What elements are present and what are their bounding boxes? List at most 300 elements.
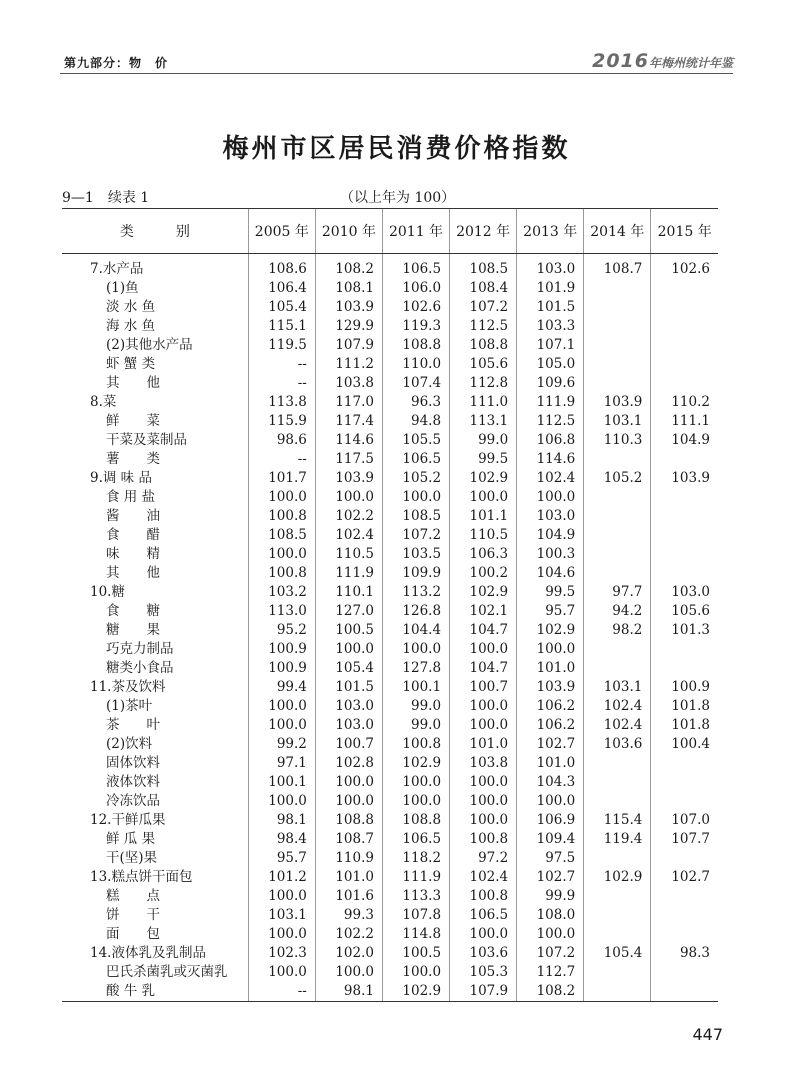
value-cell: 102.8 [315,754,382,773]
table-row [62,450,718,469]
value-cell: 111.9 [315,564,382,583]
value-cell: 100.8 [382,735,449,754]
value-cell: 108.8 [315,811,382,830]
value-cell: 100.7 [315,735,382,754]
value-cell: 110.5 [315,545,382,564]
category-cell: 海 水 鱼 [106,318,156,334]
table-row [62,564,718,583]
value-cell: 104.9 [517,526,584,545]
value-cell: 119.3 [382,317,449,336]
value-cell: 115.4 [584,811,651,830]
value-cell: 113.3 [382,887,449,906]
value-cell: 102.3 [248,944,315,963]
table-row [62,355,718,374]
value-cell: 108.8 [450,336,517,355]
value-cell: 107.7 [651,830,718,849]
value-cell: 117.5 [315,450,382,469]
value-cell: 100.8 [450,887,517,906]
value-cell [584,925,651,944]
value-cell: 97.2 [450,849,517,868]
category-cell: 巴氏杀菌乳或灭菌乳 [106,964,228,980]
value-cell: 100.5 [315,621,382,640]
value-cell: 100.0 [517,792,584,811]
value-cell: 104.3 [517,773,584,792]
value-cell: 100.0 [248,963,315,982]
base-note: （以上年为 100） [340,190,456,206]
value-cell: 100.0 [450,716,517,735]
category-cell: 9.调 味 品 [90,470,152,486]
value-cell: 101.2 [248,868,315,887]
yearbook-year: 2016 [592,50,649,72]
value-cell: 100.0 [248,488,315,507]
value-cell: 107.8 [382,906,449,925]
value-cell: 105.0 [517,355,584,374]
table-row [62,773,718,792]
value-cell: 100.2 [450,564,517,583]
value-cell [651,450,718,469]
table-row [62,849,718,868]
value-cell: 107.2 [517,944,584,963]
value-cell: 100.0 [517,640,584,659]
value-cell [651,488,718,507]
value-cell: 98.6 [248,431,315,450]
value-cell: 115.1 [248,317,315,336]
value-cell: 108.6 [248,254,315,280]
value-cell: 108.5 [450,254,517,280]
value-cell: 105.4 [584,944,651,963]
table-row [62,735,718,754]
value-cell: 100.0 [382,773,449,792]
value-cell [651,317,718,336]
value-cell: 100.7 [450,678,517,697]
value-cell [651,526,718,545]
table-row [62,659,718,678]
table-row [62,811,718,830]
value-cell: 105.3 [450,963,517,982]
table-id: 9—1 续表 1 [62,190,150,206]
category-cell: 11.茶及饮料 [90,679,166,695]
category-cell: 糖类小食品 [106,660,174,676]
value-cell: 100.0 [315,773,382,792]
category-cell: 7.水产品 [90,261,144,277]
value-cell: 100.0 [450,640,517,659]
value-cell: 102.9 [450,583,517,602]
value-cell: 101.3 [651,621,718,640]
value-cell: 112.7 [517,963,584,982]
category-cell: (1)茶叶 [106,698,153,714]
value-cell: 102.9 [450,469,517,488]
table-row [62,279,718,298]
table-row [62,336,718,355]
value-cell: 117.4 [315,412,382,431]
value-cell: -- [248,982,315,1002]
table-header-row [62,209,718,254]
value-cell: 107.4 [382,374,449,393]
value-cell: 108.0 [517,906,584,925]
value-cell: 101.9 [517,279,584,298]
table-row [62,602,718,621]
value-cell [584,279,651,298]
value-cell: 101.1 [450,507,517,526]
value-cell: 103.1 [584,412,651,431]
value-cell: 115.9 [248,412,315,431]
table-row [62,254,718,280]
value-cell: 106.5 [382,254,449,280]
value-cell: 97.7 [584,583,651,602]
value-cell: 111.9 [517,393,584,412]
value-cell: 99.9 [517,887,584,906]
table-row [62,792,718,811]
value-cell: 103.0 [315,697,382,716]
value-cell: 103.8 [450,754,517,773]
column-header-2011: 2011 年 [382,209,449,254]
value-cell: 101.8 [651,716,718,735]
category-cell: 糖 果 [106,622,160,638]
category-cell: 液体饮料 [106,774,160,790]
value-cell: 102.9 [382,982,449,1002]
value-cell: 100.0 [450,792,517,811]
value-cell: 95.7 [248,849,315,868]
value-cell: 107.2 [450,298,517,317]
value-cell: 108.5 [382,507,449,526]
value-cell: 112.8 [450,374,517,393]
value-cell: -- [248,450,315,469]
table-row [62,906,718,925]
category-cell: (1)鱼 [106,280,139,296]
value-cell: 101.5 [315,678,382,697]
value-cell [584,640,651,659]
table-row [62,678,718,697]
value-cell: 100.0 [315,488,382,507]
value-cell: 114.6 [517,450,584,469]
value-cell: 104.7 [450,621,517,640]
category-cell: 食 糖 [106,603,160,619]
value-cell: 103.5 [382,545,449,564]
value-cell [584,507,651,526]
value-cell: 104.6 [517,564,584,583]
category-cell: 其 他 [106,565,160,581]
category-cell: (2)饮料 [106,736,153,752]
value-cell [651,963,718,982]
category-cell: 茶 叶 [106,717,160,733]
value-cell: 108.5 [248,526,315,545]
value-cell [584,963,651,982]
value-cell [651,906,718,925]
value-cell: 118.2 [382,849,449,868]
category-cell: (2)其他水产品 [106,337,193,353]
category-cell: 酸 牛 乳 [62,982,248,1002]
value-cell: 105.2 [382,469,449,488]
value-cell: 101.6 [315,887,382,906]
table-row [62,830,718,849]
value-cell [584,450,651,469]
value-cell: 108.7 [584,254,651,280]
value-cell: 110.5 [450,526,517,545]
value-cell: 104.9 [651,431,718,450]
value-cell: 99.5 [517,583,584,602]
category-cell: 干(坚)果 [106,850,158,866]
category-cell: 味 精 [106,546,160,562]
value-cell: 100.0 [315,792,382,811]
column-header-2005: 2005 年 [248,209,315,254]
category-cell: 面 包 [106,926,160,942]
value-cell: 102.9 [584,868,651,887]
value-cell: 106.4 [248,279,315,298]
value-cell: 105.4 [248,298,315,317]
value-cell: 109.9 [382,564,449,583]
value-cell: 100.8 [248,507,315,526]
page-header [60,50,733,72]
value-cell: 127.0 [315,602,382,621]
value-cell: 100.8 [450,830,517,849]
value-cell: 105.6 [651,602,718,621]
value-cell: 100.1 [248,773,315,792]
value-cell: 106.2 [517,697,584,716]
value-cell: 98.4 [248,830,315,849]
table-row [62,640,718,659]
value-cell [651,982,718,1002]
value-cell: 103.0 [315,716,382,735]
value-cell: 103.0 [517,507,584,526]
value-cell: 106.5 [382,830,449,849]
value-cell: 103.9 [315,469,382,488]
value-cell: 106.3 [450,545,517,564]
value-cell: 108.7 [315,830,382,849]
value-cell: 107.0 [651,811,718,830]
category-cell: 酱 油 [106,508,160,524]
category-cell: 食 醋 [106,527,160,543]
value-cell: 112.5 [450,317,517,336]
column-header-category: 类 别 [62,209,248,254]
value-cell [651,925,718,944]
page-number: 447 [692,1025,723,1044]
value-cell [651,355,718,374]
value-cell: 111.0 [450,393,517,412]
value-cell [651,564,718,583]
value-cell: 108.1 [315,279,382,298]
value-cell: 94.8 [382,412,449,431]
value-cell [584,906,651,925]
value-cell: 111.1 [651,412,718,431]
category-cell: 鲜 瓜 果 [106,831,156,847]
value-cell: 100.0 [382,488,449,507]
value-cell: 103.9 [517,678,584,697]
value-cell: 109.4 [517,830,584,849]
section-label: 第九部分：物 价 [64,56,169,70]
category-cell: 其 他 [106,375,160,391]
category-cell: 食 用 盐 [106,489,156,505]
value-cell: 102.1 [450,602,517,621]
value-cell: 111.2 [315,355,382,374]
value-cell: 94.2 [584,602,651,621]
value-cell: 102.4 [517,469,584,488]
value-cell [651,336,718,355]
value-cell: 100.0 [248,925,315,944]
value-cell: 113.1 [450,412,517,431]
value-cell: 98.3 [651,944,718,963]
value-cell [651,659,718,678]
value-cell: 108.8 [382,336,449,355]
value-cell: 104.7 [450,659,517,678]
table-row [62,887,718,906]
column-header-2015: 2015 年 [651,209,718,254]
category-cell: 冷冻饮品 [106,793,160,809]
value-cell: 110.2 [651,393,718,412]
value-cell: 95.2 [248,621,315,640]
value-cell: 99.0 [450,431,517,450]
value-cell: 103.1 [584,678,651,697]
value-cell: 100.0 [382,640,449,659]
value-cell: 107.2 [382,526,449,545]
value-cell: 100.3 [517,545,584,564]
value-cell: 106.8 [517,431,584,450]
value-cell: 101.0 [517,754,584,773]
table-row [62,507,718,526]
value-cell: 126.8 [382,602,449,621]
value-cell: 106.0 [382,279,449,298]
value-cell: 100.0 [248,792,315,811]
value-cell: -- [248,355,315,374]
yearbook-name: 年梅州统计年鉴 [648,56,733,70]
value-cell: 103.3 [517,317,584,336]
value-cell: 113.2 [382,583,449,602]
value-cell: 98.1 [248,811,315,830]
category-cell: 薯 类 [106,451,160,467]
value-cell: 108.2 [517,982,584,1002]
value-cell [651,298,718,317]
value-cell: 110.3 [584,431,651,450]
value-cell: 101.0 [517,659,584,678]
table-row [62,412,718,431]
category-cell: 14.液体乳及乳制品 [90,945,206,961]
table-row [62,431,718,450]
value-cell: 104.4 [382,621,449,640]
value-cell: 99.2 [248,735,315,754]
value-cell: 106.5 [382,450,449,469]
value-cell: 103.0 [651,583,718,602]
value-cell: 100.0 [450,925,517,944]
value-cell: 108.8 [382,811,449,830]
value-cell: 100.0 [517,925,584,944]
value-cell: 100.1 [382,678,449,697]
value-cell: 99.5 [450,450,517,469]
value-cell: 102.9 [517,621,584,640]
value-cell [651,374,718,393]
value-cell [584,374,651,393]
value-cell: 110.1 [315,583,382,602]
value-cell: 119.4 [584,830,651,849]
value-cell: 100.0 [450,488,517,507]
value-cell: 102.4 [584,697,651,716]
category-cell: 巧克力制品 [106,641,174,657]
value-cell [584,792,651,811]
value-cell: 107.9 [315,336,382,355]
value-cell: 100.0 [517,488,584,507]
table-row [62,754,718,773]
value-cell: 97.1 [248,754,315,773]
value-cell: 95.7 [517,602,584,621]
value-cell: 99.3 [315,906,382,925]
value-cell [584,488,651,507]
value-cell: 99.0 [382,697,449,716]
category-cell: 10.糖 [90,584,125,600]
value-cell: 102.0 [315,944,382,963]
value-cell: 114.8 [382,925,449,944]
table-row [62,716,718,735]
value-cell: 119.5 [248,336,315,355]
category-cell: 糕 点 [106,888,160,904]
category-cell: 8.菜 [90,394,117,410]
value-cell [584,317,651,336]
value-cell: 111.9 [382,868,449,887]
value-cell: 103.8 [315,374,382,393]
value-cell [651,507,718,526]
value-cell [584,526,651,545]
value-cell: 96.3 [382,393,449,412]
value-cell [651,792,718,811]
value-cell [584,754,651,773]
value-cell [651,887,718,906]
value-cell: 101.0 [315,868,382,887]
value-cell: 110.0 [382,355,449,374]
value-cell: 100.8 [248,564,315,583]
table-row [62,488,718,507]
value-cell: 102.4 [450,868,517,887]
value-cell [651,279,718,298]
value-cell: 102.2 [315,925,382,944]
table-row [62,868,718,887]
yearbook-title [592,50,733,72]
value-cell [584,887,651,906]
value-cell: 106.2 [517,716,584,735]
value-cell: 105.4 [315,659,382,678]
table-row [62,374,718,393]
value-cell: 102.4 [584,716,651,735]
value-cell: 99.4 [248,678,315,697]
value-cell: 107.1 [517,336,584,355]
value-cell: 102.4 [315,526,382,545]
value-cell: 110.9 [315,849,382,868]
value-cell: 102.7 [651,868,718,887]
value-cell [584,336,651,355]
value-cell: 105.6 [450,355,517,374]
category-cell: 固体饮料 [106,755,160,771]
category-cell: 12.干鲜瓜果 [90,812,166,828]
column-header-2013: 2013 年 [517,209,584,254]
value-cell: 100.0 [248,716,315,735]
value-cell [651,754,718,773]
value-cell [651,849,718,868]
column-header-2010: 2010 年 [315,209,382,254]
value-cell: 102.6 [651,254,718,280]
table-row [62,469,718,488]
category-cell: 鲜 菜 [106,413,160,429]
value-cell: 100.0 [450,811,517,830]
value-cell: 97.5 [517,849,584,868]
value-cell: 109.6 [517,374,584,393]
table-row [62,526,718,545]
table-row [62,393,718,412]
table-row [62,545,718,564]
value-cell: 98.2 [584,621,651,640]
value-cell: -- [248,374,315,393]
table-row [62,697,718,716]
value-cell: 100.0 [382,963,449,982]
value-cell: 103.9 [651,469,718,488]
category-cell: 13.糕点饼干面包 [90,869,193,885]
value-cell: 112.5 [517,412,584,431]
value-cell [651,545,718,564]
